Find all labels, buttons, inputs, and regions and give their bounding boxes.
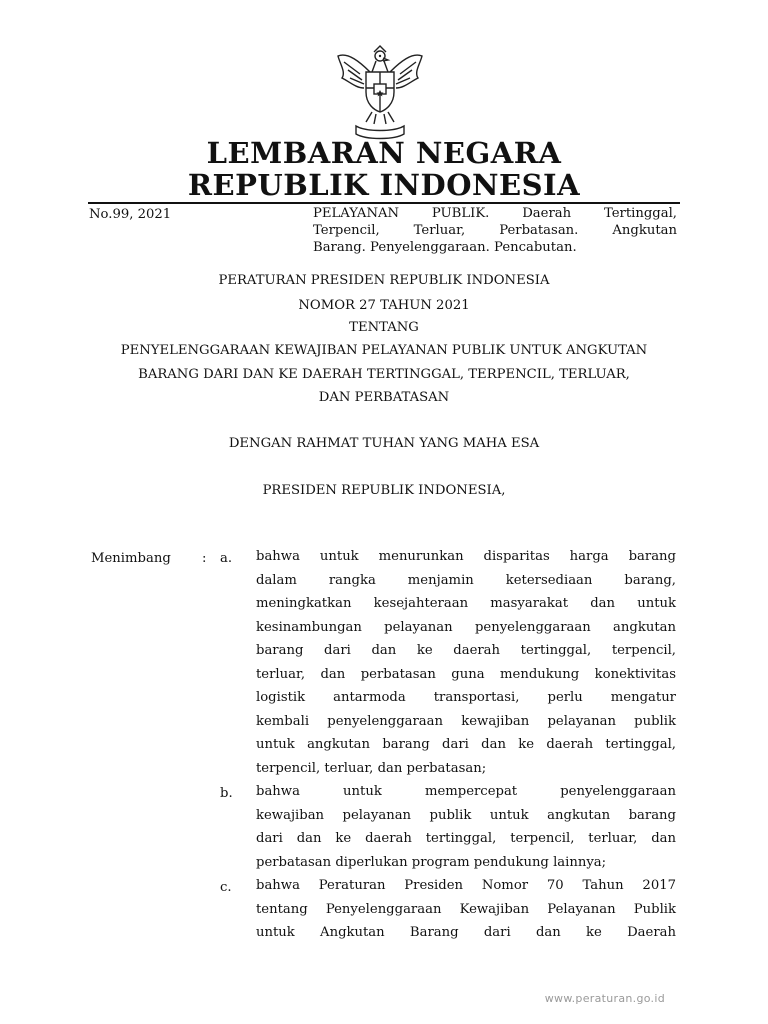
paragraph-line: terluar, dan perbatasan guna mendukung konektivitas — [256, 666, 676, 682]
header-divider — [88, 202, 680, 204]
paragraph-line: logistik antarmoda transportasi, perlu mengatur — [256, 690, 676, 705]
paragraph-line: bahwa untuk menurunkan disparitas harga barang — [256, 549, 676, 564]
paragraph-line: terpencil, terluar, dan perbatasan; — [256, 760, 487, 776]
gazette-subject — [313, 205, 677, 256]
paragraph-line: kembali penyelenggaraan kewajiban pelayanan publik — [256, 713, 676, 729]
gazette-number: No.99, 2021 — [89, 207, 172, 222]
menimbang-label: Menimbang — [91, 551, 171, 566]
item-marker-a: a. — [220, 551, 233, 566]
regulation-tentang: TENTANG — [349, 320, 419, 335]
item-marker-b: b. — [220, 786, 233, 801]
invocation: DENGAN RAHMAT TUHAN YANG MAHA ESA — [228, 436, 540, 451]
paragraph-line: kesinambungan pelayanan penyelenggaraan angkutan — [256, 619, 676, 635]
subject-line: Barang. Penyelenggaraan. Pencabutan. — [313, 240, 577, 255]
gazette-title-line1: LEMBARAN NEGARA — [206, 136, 562, 170]
menimbang-item-c — [256, 874, 676, 945]
regulation-type: PERATURAN PRESIDEN REPUBLIK INDONESIA — [218, 273, 550, 288]
regulation-title-line: DAN PERBATASAN — [318, 390, 450, 405]
paragraph-line: untuk Angkutan Barang dari dan ke Daerah — [256, 925, 676, 940]
paragraph-line: barang dari dan ke daerah tertinggal, terpencil, — [256, 643, 676, 658]
menimbang-item-a — [256, 545, 676, 780]
footer-url: www.peraturan.go.id — [544, 992, 665, 1005]
regulation-number: NOMOR 27 TAHUN 2021 — [298, 298, 470, 313]
subject-line: PELAYANAN PUBLIK. Daerah Tertinggal, — [313, 206, 677, 221]
menimbang-item-b — [256, 780, 676, 874]
paragraph-line: bahwa untuk mempercepat penyelenggaraan — [256, 784, 676, 799]
menimbang-colon: : — [202, 551, 207, 566]
paragraph-line: untuk angkutan barang dari dan ke daerah tertinggal, — [256, 737, 676, 752]
paragraph-line: dalam rangka menjamin ketersediaan barang, — [256, 572, 676, 588]
paragraph-line: bahwa Peraturan Presiden Nomor 70 Tahun 2017 — [256, 878, 676, 893]
paragraph-line: perbatasan diperlukan program pendukung lainnya; — [256, 854, 607, 870]
subject-line: Terpencil, Terluar, Perbatasan. Angkutan — [313, 223, 677, 238]
paragraph-line: kewajiban pelayanan publik untuk angkutan barang — [256, 807, 676, 823]
president-heading: PRESIDEN REPUBLIK INDONESIA, — [262, 483, 506, 498]
item-marker-c: c. — [220, 880, 232, 895]
regulation-title-line: BARANG DARI DAN KE DAERAH TERTINGGAL, TERPENCIL, TERLUAR, — [138, 367, 630, 382]
paragraph-line: tentang Penyelenggaraan Kewajiban Pelayanan Publik — [256, 901, 676, 917]
garuda-pancasila-emblem-icon — [330, 42, 430, 144]
gazette-title-line2: REPUBLIK INDONESIA — [187, 168, 581, 202]
paragraph-line: meningkatkan kesejahteraan masyarakat dan untuk — [256, 596, 676, 611]
paragraph-line: dari dan ke daerah tertinggal, terpencil, terluar, dan — [256, 831, 676, 846]
regulation-title-line: PENYELENGGARAAN KEWAJIBAN PELAYANAN PUBLIK UNTUK ANGKUTAN — [120, 343, 648, 358]
